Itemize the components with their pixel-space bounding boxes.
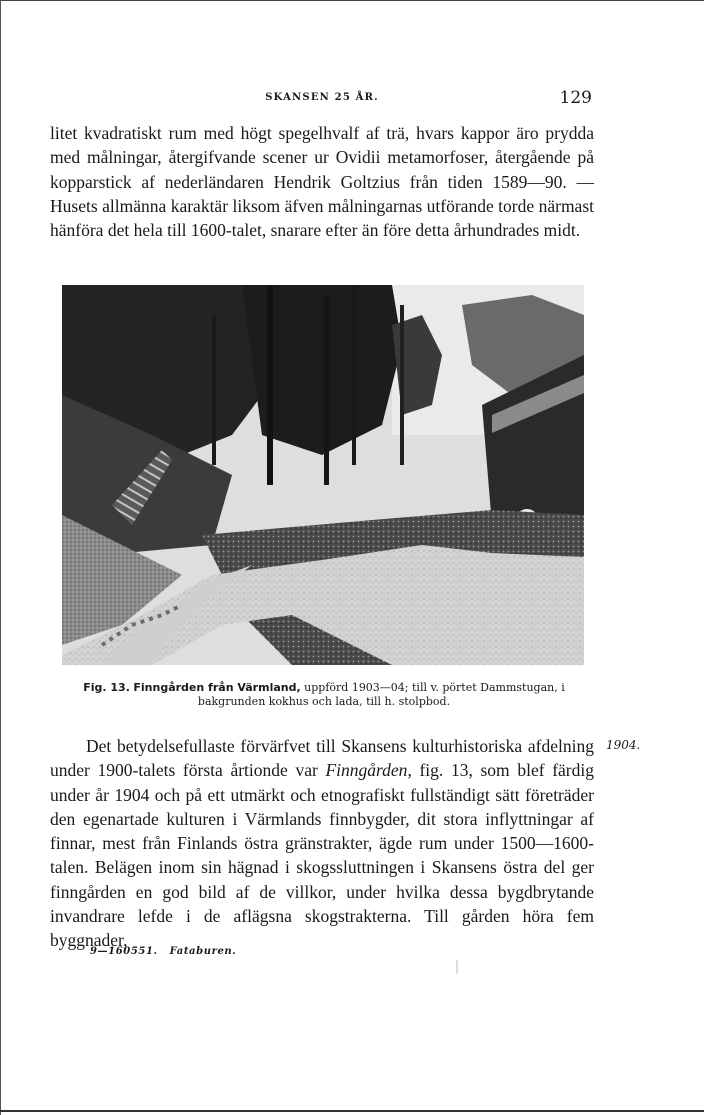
page-border-left bbox=[0, 0, 1, 1115]
figure-title: Finngården från Värmland, bbox=[133, 681, 301, 694]
photo-finngarden bbox=[62, 285, 584, 665]
page-border-top bbox=[0, 0, 704, 1]
running-head: SKANSEN 25 ÅR. bbox=[265, 92, 379, 103]
signature-publication: Fataburen. bbox=[169, 946, 237, 957]
paragraph-2-text-a: Det betydelsefullaste förvärfvet till Skansens kulturhistoriska afdelning under 1900-talets första årtionde var bbox=[50, 736, 594, 781]
figure-photograph bbox=[62, 285, 584, 665]
page-border-bottom bbox=[0, 1110, 704, 1112]
page-number: 129 bbox=[559, 88, 592, 108]
paragraph-2-text-b: , fig. 13, som blef färdig under år 1904 och på ett utmärkt och etnografiskt fullständigt sätt företräder den egenartade kulturen i Värmlands finnbygder, dit stora inflyttningar af finnar, mest från Finlands östra gränstrakter, ägde rum under 1500—1600-talen. Belägen inom sin hägnad i skogssluttningen i Skansens östra del ger finngården en god bild af de villkor, under hvilka dessa bygdbrytande invandrare lefde i de aflägsna skogstrakterna. Till gården höra fem byggnader, bbox=[50, 760, 594, 951]
page-header bbox=[50, 88, 594, 112]
paragraph-2-title: Finngården bbox=[325, 760, 408, 781]
page-smudge bbox=[456, 960, 458, 974]
paragraph-2 bbox=[50, 734, 594, 953]
margin-note-year: 1904. bbox=[606, 738, 641, 752]
printer-signature bbox=[90, 946, 236, 957]
figure-label: Fig. 13. bbox=[83, 681, 130, 694]
signature-number: 9—160551. bbox=[90, 946, 158, 957]
figure-caption bbox=[62, 681, 586, 709]
figure-caption-text: uppförd 1903—04; till v. pörtet Dammstugan, i bakgrunden kokhus och lada, till h. stolpbod. bbox=[197, 681, 565, 708]
paragraph-1: litet kvadratiskt rum med högt spegelhvalf af trä, hvars kappor äro prydda med målningar, återgifvande scener ur Ovidii metamorfoser, återgående på kopparstick af nederländaren Hendrik Goltzius från tiden 1589—90. — Husets allmänna karaktär liksom äfven målningarnas utförande torde närmast hänföra det hela till 1600-talet, snarare efter än före detta århundrades midt. bbox=[50, 123, 594, 241]
